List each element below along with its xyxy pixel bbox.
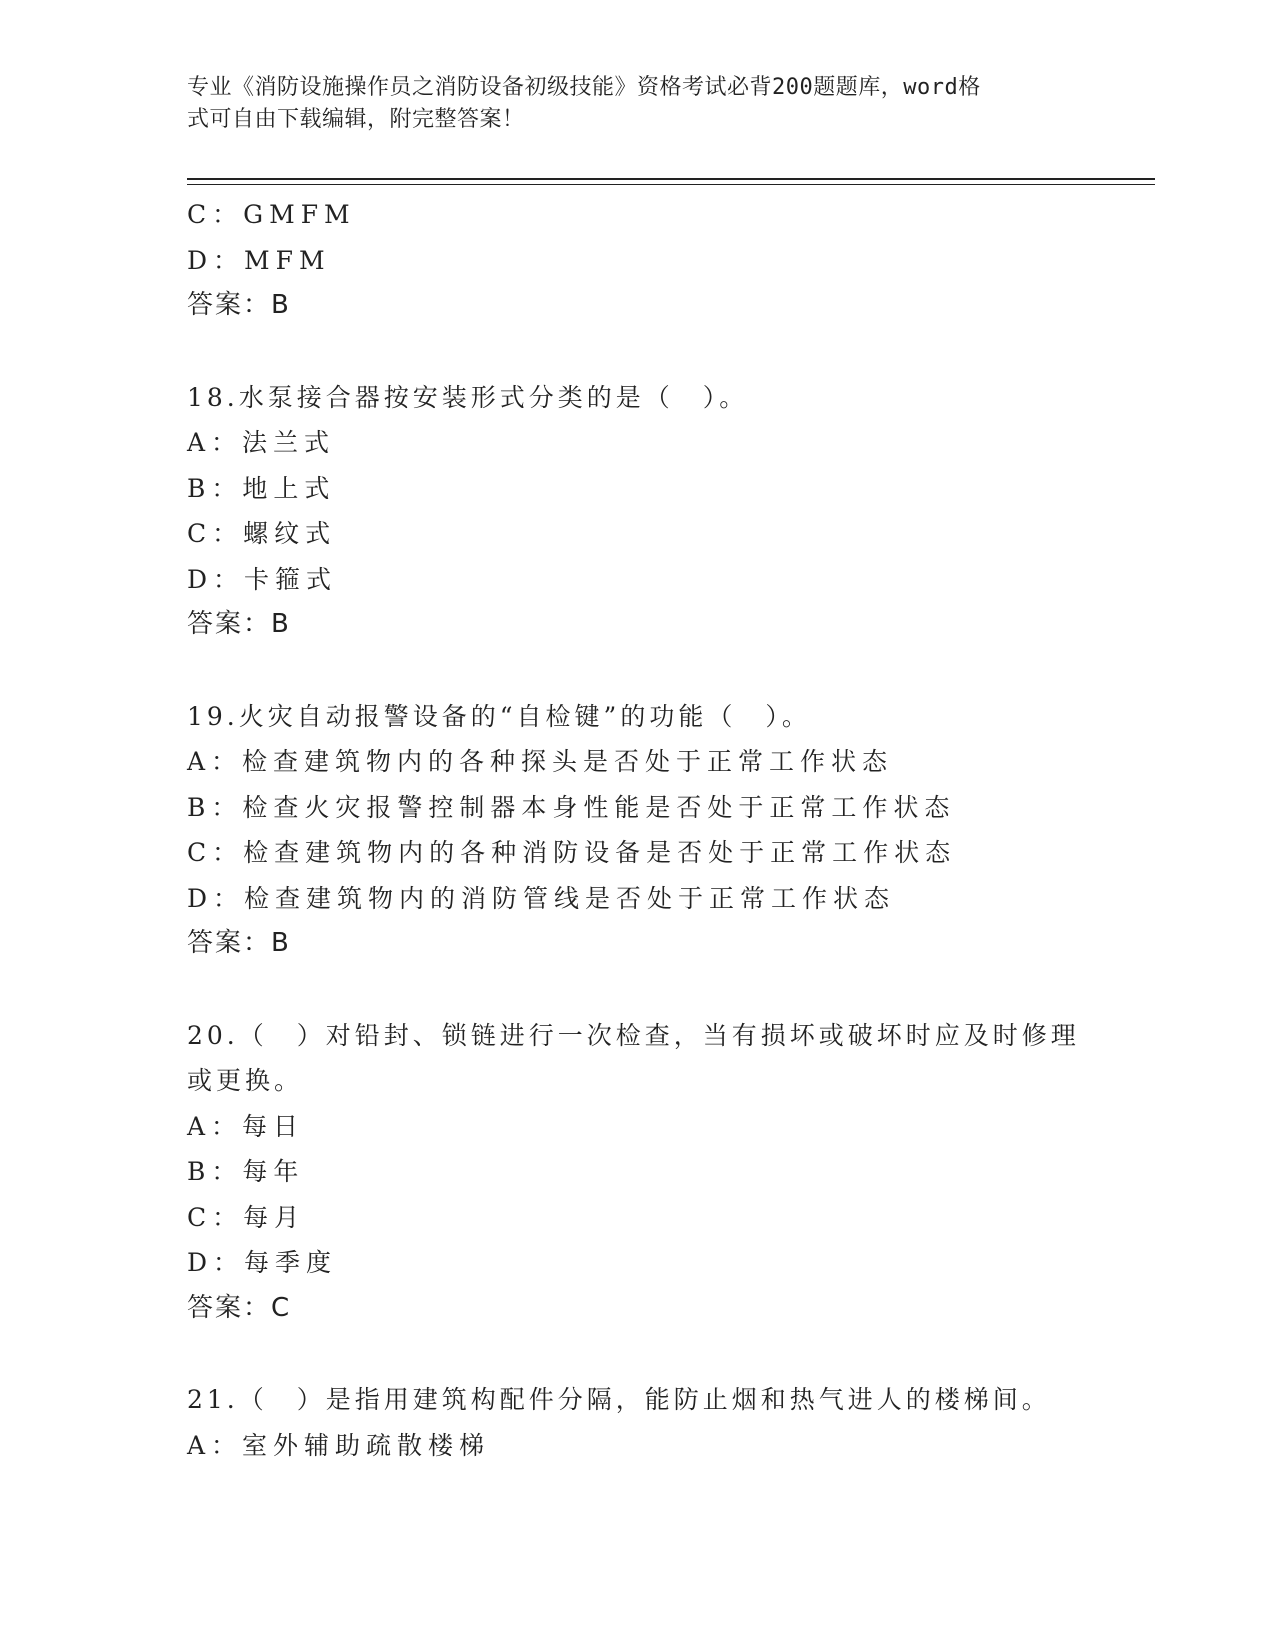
- spacer: [187, 648, 1107, 694]
- question-21: [187, 1377, 1107, 1468]
- answer: 答案：C: [187, 1292, 292, 1323]
- option-d: D：MFM: [187, 245, 331, 275]
- option-d: D：每季度: [187, 1248, 338, 1277]
- header-divider-thick: [187, 178, 1155, 180]
- document-header: [187, 72, 1067, 136]
- question-content: [187, 192, 1107, 1468]
- option-b: B：检查火灾报警控制器本身性能是否处于正常工作状态: [187, 792, 956, 822]
- answer: 答案：B: [187, 928, 291, 958]
- option-c: C：检查建筑物内的各种消防设备是否处于正常工作状态: [187, 838, 957, 867]
- question-18: [187, 375, 1107, 648]
- question-stem: 20.（ ）对铅封、锁链进行一次检查，当有损坏或破坏时应及时修理: [187, 1020, 1080, 1050]
- option-c: C：GMFM: [187, 200, 356, 229]
- option-a: A：检查建筑物内的各种探头是否处于正常工作状态: [187, 747, 894, 776]
- option-a: A：每日: [187, 1111, 305, 1141]
- question-17-continuation: [187, 192, 1107, 329]
- question-stem-continued: 或更换。: [187, 1066, 304, 1095]
- header-divider-thin: [187, 184, 1155, 185]
- option-c: C：螺纹式: [187, 519, 337, 548]
- spacer: [187, 329, 1107, 375]
- answer: 答案：B: [187, 290, 291, 320]
- option-d: D：卡箍式: [187, 564, 338, 594]
- option-d: D：检查建筑物内的消防管线是否处于正常工作状态: [187, 883, 896, 913]
- question-stem: 19.火灾自动报警设备的“自检键”的功能（ ）。: [187, 701, 811, 731]
- question-stem: 18.水泵接合器按安装形式分类的是（ ）。: [187, 382, 749, 412]
- option-a: A：室外辅助疏散楼梯: [187, 1430, 491, 1460]
- answer: 答案：B: [187, 609, 291, 639]
- spacer: [187, 1331, 1107, 1377]
- question-20: [187, 1013, 1107, 1332]
- question-stem: 21.（ ）是指用建筑构配件分隔，能防止烟和热气进人的楼梯间。: [187, 1385, 1051, 1414]
- header-title-line-2: 式可自由下载编辑，附完整答案！: [187, 107, 525, 132]
- option-c: C：每月: [187, 1202, 306, 1232]
- option-b: B：地上式: [187, 473, 336, 503]
- option-a: A：法兰式: [187, 428, 336, 457]
- option-b: B：每年: [187, 1157, 305, 1186]
- spacer: [187, 967, 1107, 1013]
- question-19: [187, 694, 1107, 967]
- header-title-line-1: 专业《消防设施操作员之消防设备初级技能》资格考试必背200题题库，word格: [187, 75, 981, 100]
